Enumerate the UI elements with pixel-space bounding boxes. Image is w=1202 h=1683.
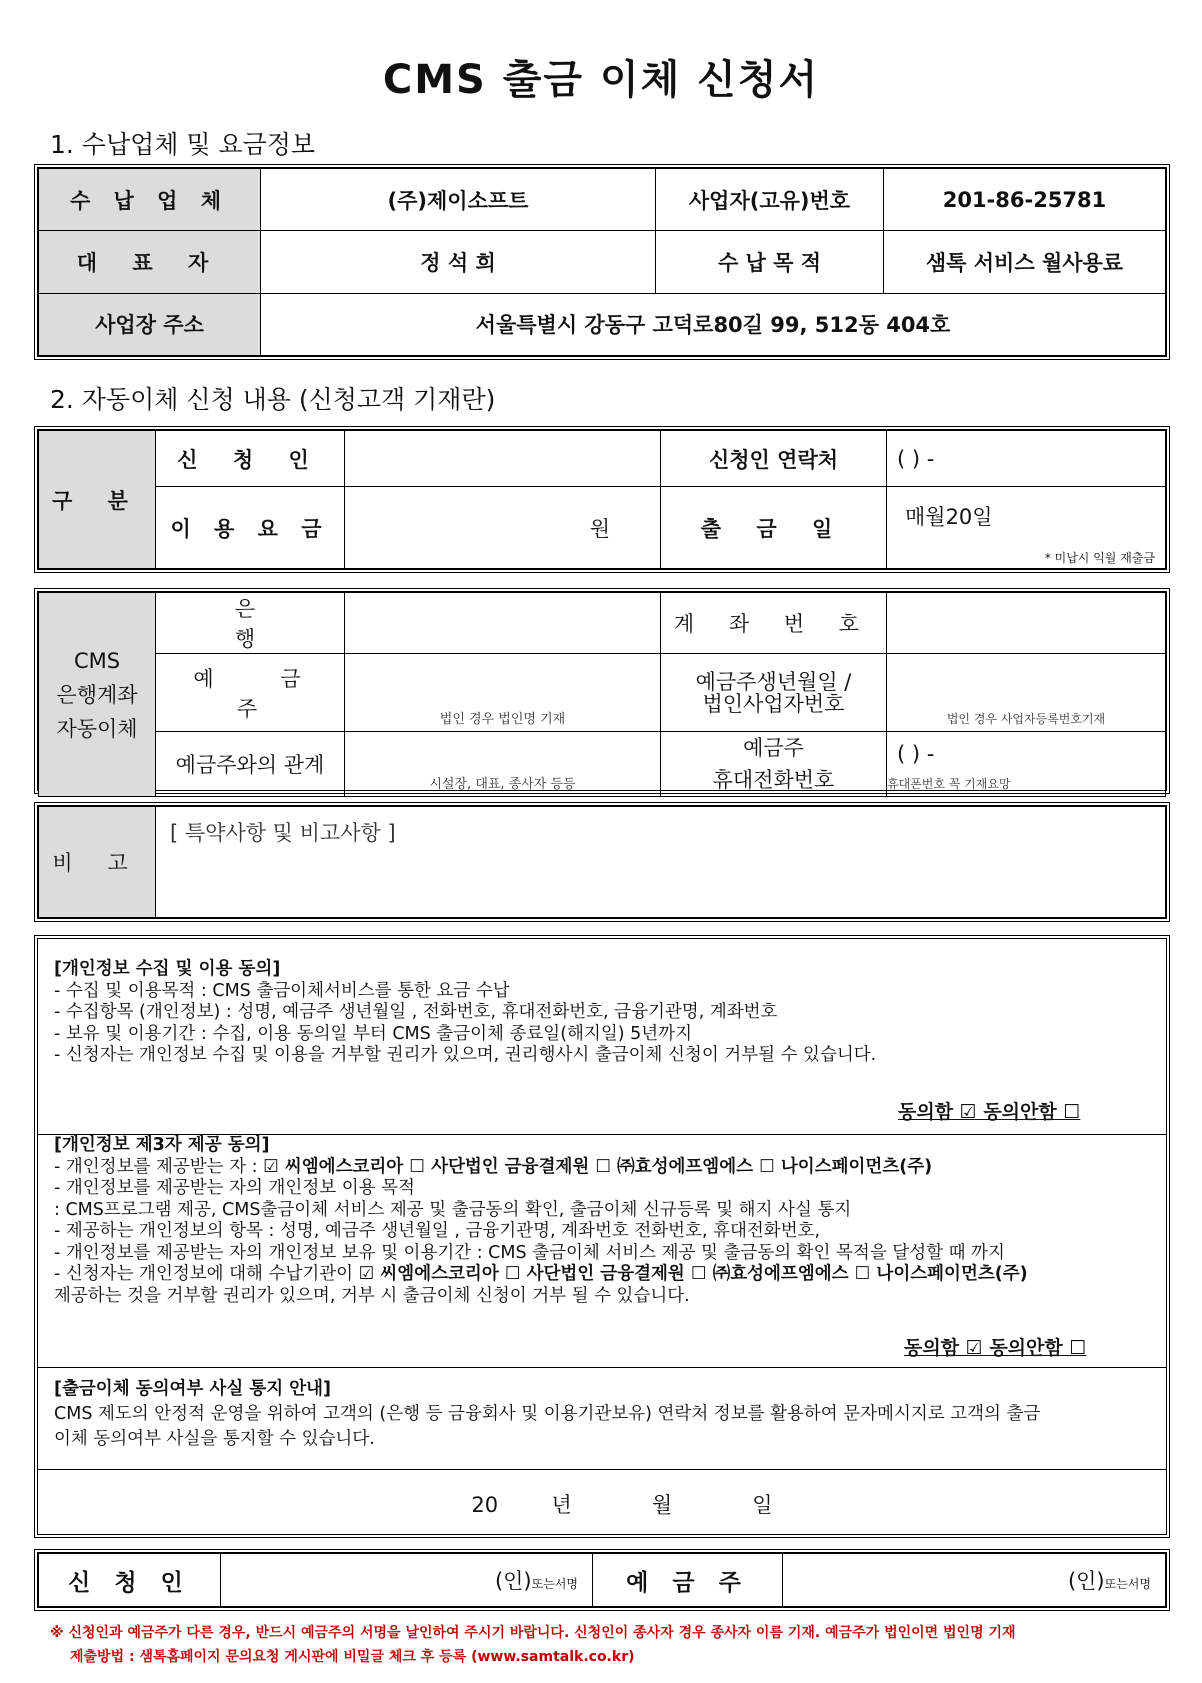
applicant-input[interactable] — [345, 431, 661, 487]
holder-label: 예 금 주 — [156, 654, 345, 732]
mobile-label — [661, 732, 887, 797]
consent1-agree[interactable]: 동의함 ☑ 동의안함 ☐ — [898, 1101, 1081, 1123]
applicant-table — [34, 426, 1170, 573]
purpose-value: 샘톡 서비스 월사용료 — [884, 231, 1166, 293]
birth-input[interactable] — [887, 654, 1166, 732]
remarks-table — [34, 802, 1170, 922]
birth-hint: 법인 경우 사업자등록번호기재 — [946, 712, 1106, 726]
mobile-label-1: 예금주 — [743, 736, 804, 760]
account-input[interactable] — [887, 593, 1166, 654]
cms-side-label — [39, 593, 156, 797]
relation-input[interactable] — [345, 732, 661, 797]
consent2-line-5: - 개인정보를 제공받는 자의 개인정보 보유 및 이용기간 : CMS 출금이체 서비스 제공 및 출금동의 확인 목적을 달성할 때 까지 — [54, 1242, 1005, 1263]
consent1-line-4: - 신청자는 개인정보 수집 및 이용을 거부할 권리가 있으며, 권리행사시 출금이체 신청이 거부될 수 있습니다. — [54, 1045, 877, 1065]
cms-bank-table — [34, 588, 1170, 794]
consent2-line6-prefix: - 신청자는 개인정보에 대해 수납기관이 — [54, 1264, 359, 1284]
birth-label — [661, 654, 887, 732]
relation-label: 예금주와의 관계 — [156, 732, 345, 797]
consent2-block — [54, 1135, 1154, 1307]
holder-input[interactable] — [345, 654, 661, 732]
address-label: 사업장 주소 — [39, 293, 261, 355]
consent-box — [34, 935, 1170, 1538]
sig-holder-field[interactable] — [783, 1554, 1166, 1607]
divider — [38, 1469, 1166, 1470]
consent2-line-2: - 개인정보를 제공받는 자의 개인정보 이용 목적 — [54, 1178, 415, 1198]
consent2-line-1 — [54, 1157, 1154, 1179]
date-line[interactable]: 20 년 월 일 — [471, 1493, 773, 1517]
footer-note-2: 제출방법 : 샘톡홈페이지 문의요청 게시판에 비밀글 체크 후 등록 (www.samtalk.co.kr) — [70, 1649, 635, 1665]
consent2-line-4: - 제공하는 개인정보의 항목 : 성명, 예금주 생년월일 , 금융기관명, 계좌번호 전화번호, 휴대전화번호, — [54, 1221, 821, 1241]
applicant-contact-input[interactable]: ( ) - — [887, 431, 1166, 487]
birth-label-1: 예금주생년월일 / — [695, 669, 852, 694]
address-value: 서울특별시 강동구 고덕로80길 99, 512동 404호 — [261, 293, 1166, 355]
sig-applicant-seal: (인) — [494, 1569, 532, 1593]
consent2-line6-orgs[interactable]: ☑ 씨엠에스코리아 ☐ 사단법인 금융결제원 ☐ ㈜효성에프엠에스 ☐ 나이스페이먼츠(주) — [358, 1264, 1028, 1284]
fee-unit: 원 — [589, 516, 610, 541]
notice-text-2: 이체 동의여부 사실을 통지할 수 있습니다. — [54, 1429, 375, 1449]
mobile-value: ( ) - — [897, 742, 935, 766]
ceo-value: 정 석 희 — [261, 231, 656, 293]
consent2-agree[interactable]: 동의함 ☑ 동의안함 ☐ — [904, 1337, 1087, 1359]
cms-side-label-1: CMS — [73, 648, 121, 673]
signature-table — [34, 1549, 1170, 1611]
withdraw-day-cell — [887, 487, 1166, 569]
consent1-title: [개인정보 수집 및 이용 동의] — [54, 959, 281, 979]
document-title: CMS 출금 이체 신청서 — [382, 57, 820, 103]
consent2-line-3: : CMS프로그램 제공, CMS출금이체 서비스 제공 및 출금동의 확인, 출금이체 신규등록 및 해지 사실 통지 — [54, 1199, 852, 1220]
footer-note-1: ※ 신청인과 예금주가 다른 경우, 반드시 예금주의 서명을 날인하여 주시기 바랍니다. 신청인이 종사자 경우 종사자 이름 기재. 예금주가 법인이면 법인명 기재 — [50, 1625, 1016, 1641]
sig-holder-seal: (인) — [1067, 1569, 1105, 1593]
company-value: (주)제이소프트 — [261, 169, 656, 231]
gubun-label: 구 분 — [39, 431, 156, 569]
purpose-label: 수 납 목 적 — [656, 231, 884, 293]
consent1-block — [54, 959, 1144, 1067]
remarks-placeholder: [ 특약사항 및 비고사항 ] — [170, 821, 396, 845]
notice-text-1: CMS 제도의 안정적 운영을 위하여 고객의 (은행 등 금융회사 및 이용기관보유) 연락처 정보를 활용하여 문자메시지로 고객의 출금 — [54, 1404, 1041, 1424]
remarks-input[interactable] — [156, 807, 1166, 918]
withdraw-day-value: 매월20일 — [905, 505, 993, 530]
consent2-line1-prefix: - 개인정보를 제공받는 자 : — [54, 1156, 264, 1177]
bizno-value: 201-86-25781 — [884, 169, 1166, 231]
sig-applicant-field[interactable] — [221, 1554, 593, 1607]
mobile-label-2: 휴대전화번호 — [712, 768, 835, 792]
sig-applicant-label: 신 청 인 — [39, 1554, 221, 1607]
birth-label-2: 법인사업자번호 — [702, 691, 845, 716]
consent2-line-7: 제공하는 것을 거부할 권리가 있으며, 거부 시 출금이체 신청이 거부 될 수 있습니다. — [54, 1285, 690, 1306]
consent2-title: [개인정보 제3자 제공 동의] — [54, 1135, 270, 1155]
remarks-label: 비 고 — [39, 807, 156, 918]
consent1-line-2: - 수집항목 (개인정보) : 성명, 예금주 생년월일 , 전화번호, 휴대전화번호, 금융기관명, 계좌번호 — [54, 1002, 778, 1022]
bank-label: 은 행 — [156, 593, 345, 654]
withdraw-day-note: * 미납시 익월 재출금 — [1044, 551, 1155, 565]
relation-hint: 시설장, 대표, 종사자 등등 — [429, 777, 576, 792]
withdraw-day-label: 출 금 일 — [661, 487, 887, 569]
cms-side-label-3: 자동이체 — [56, 716, 138, 741]
sig-holder-seal-small: 또는서명 — [1104, 1577, 1151, 1591]
consent2-line-6 — [54, 1264, 1154, 1286]
company-info-table — [34, 164, 1170, 360]
sig-applicant-seal-small: 또는서명 — [531, 1577, 578, 1591]
consent2-line1-orgs[interactable]: ☑ 씨엠에스코리아 ☐ 사단법인 금융결제원 ☐ ㈜효성에프엠에스 ☐ 나이스페이먼츠(주) — [263, 1156, 933, 1177]
notice-block — [54, 1377, 1154, 1452]
account-label: 계 좌 번 호 — [661, 593, 887, 654]
notice-title: [출금이체 동의여부 사실 통지 안내] — [54, 1379, 332, 1399]
fee-input[interactable] — [345, 487, 661, 569]
mobile-hint: 휴대폰번호 꼭 기재요망 — [887, 777, 1011, 791]
consent1-line-1: - 수집 및 이용목적 : CMS 출금이체서비스를 통한 요금 수납 — [54, 980, 510, 1001]
sig-holder-label: 예 금 주 — [593, 1554, 783, 1607]
fee-label: 이 용 요 금 — [156, 487, 345, 569]
section1-heading: 1. 수납업체 및 요금정보 — [50, 130, 316, 159]
applicant-label: 신 청 인 — [156, 431, 345, 487]
company-label: 수 납 업 체 — [39, 169, 261, 231]
bank-input[interactable] — [345, 593, 661, 654]
divider — [38, 1367, 1166, 1368]
ceo-label: 대 표 자 — [39, 231, 261, 293]
mobile-input[interactable] — [887, 732, 1166, 797]
consent1-line-3: - 보유 및 이용기간 : 수집, 이용 동의일 부터 CMS 출금이체 종료일(해지일) 5년까지 — [54, 1023, 692, 1044]
applicant-contact-label: 신청인 연락처 — [661, 431, 887, 487]
holder-hint: 법인 경우 법인명 기재 — [439, 712, 566, 727]
section2-heading: 2. 자동이체 신청 내용 (신청고객 기재란) — [50, 385, 496, 414]
bizno-label: 사업자(고유)번호 — [656, 169, 884, 231]
cms-side-label-2: 은행계좌 — [56, 682, 138, 707]
